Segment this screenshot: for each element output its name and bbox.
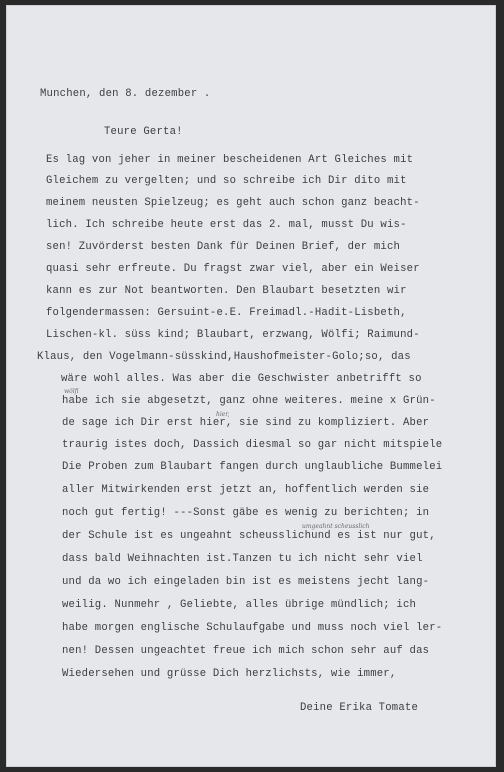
body-line: und da wo ich eingeladen bin ist es meistens jecht lang- xyxy=(62,576,430,588)
body-line: lich. Ich schreibe heute erst das 2. mal, musst Du wis- xyxy=(46,219,407,231)
body-line: Die Proben zum Blaubart fangen durch unglaubliche Bummelei xyxy=(62,461,443,473)
body-line: de sage ich Dir erst hier, sie sind zu kompliziert. Aber xyxy=(62,417,430,429)
letter-page xyxy=(6,5,496,767)
body-line: weilig. Nunmehr , Geliebte, alles übrige mündlich; ich xyxy=(62,599,417,611)
body-line: Wiedersehen und grüsse Dich herzlichsts, wie immer, xyxy=(62,668,397,680)
body-line: folgendermassen: Gersuint-e.E. Freimadl.-Hadit-Lisbeth, xyxy=(46,307,407,319)
letter-date: Munchen, den 8. dezember . xyxy=(40,88,211,100)
body-line: kann es zur Not beantworten. Den Blaubart besetzten wir xyxy=(46,285,407,297)
body-line: Es lag von jeher in meiner bescheidenen Art Gleiches mit xyxy=(46,154,414,166)
handwritten-note: hier, xyxy=(216,411,230,418)
body-line: dass bald Weihnachten ist.Tanzen tu ich nicht sehr viel xyxy=(62,553,423,565)
body-line: quasi sehr erfreute. Du fragst zwar viel, aber ein Weiser xyxy=(46,263,420,275)
body-line: Gleichem zu vergelten; und so schreibe ich Dir dito mit xyxy=(46,175,407,187)
body-line: Klaus, den Vogelmann-süsskind,Haushofmeister-Golo;so, das xyxy=(37,351,411,363)
body-line: habe ich sie abgesetzt, ganz ohne weiteres. meine x Grün- xyxy=(62,395,436,407)
handwritten-note: wölfi xyxy=(64,388,79,395)
body-line: traurig istes doch, Dassich diesmal so gar nicht mitspiele xyxy=(62,439,443,451)
body-line: sen! Zuvörderst besten Dank für Deinen Brief, der mich xyxy=(46,241,401,253)
body-line: wäre wohl alles. Was aber die Geschwister anbetrifft so xyxy=(61,373,422,385)
body-line: noch gut fertig! ---Sonst gäbe es wenig zu berichten; in xyxy=(62,507,430,519)
body-line: der Schule ist es ungeahnt scheusslichund es ist nur gut, xyxy=(62,530,436,542)
handwritten-note: umgeahnt scheusslich xyxy=(302,523,370,530)
body-line: habe morgen englische Schulaufgabe und muss noch viel ler- xyxy=(62,622,443,634)
body-line: aller Mitwirkenden erst jetzt an, hoffentlich werden sie xyxy=(62,484,430,496)
body-line: nen! Dessen ungeachtet freue ich mich schon sehr auf das xyxy=(62,645,430,657)
letter-salutation: Teure Gerta! xyxy=(104,126,183,138)
body-line: Lischen-kl. süss kind; Blaubart, erzwang, Wölfi; Raimund- xyxy=(46,329,420,341)
body-line: meinem neusten Spielzeug; es geht auch schon ganz beacht- xyxy=(46,197,420,209)
letter-signature: Deine Erika Tomate xyxy=(300,702,419,714)
